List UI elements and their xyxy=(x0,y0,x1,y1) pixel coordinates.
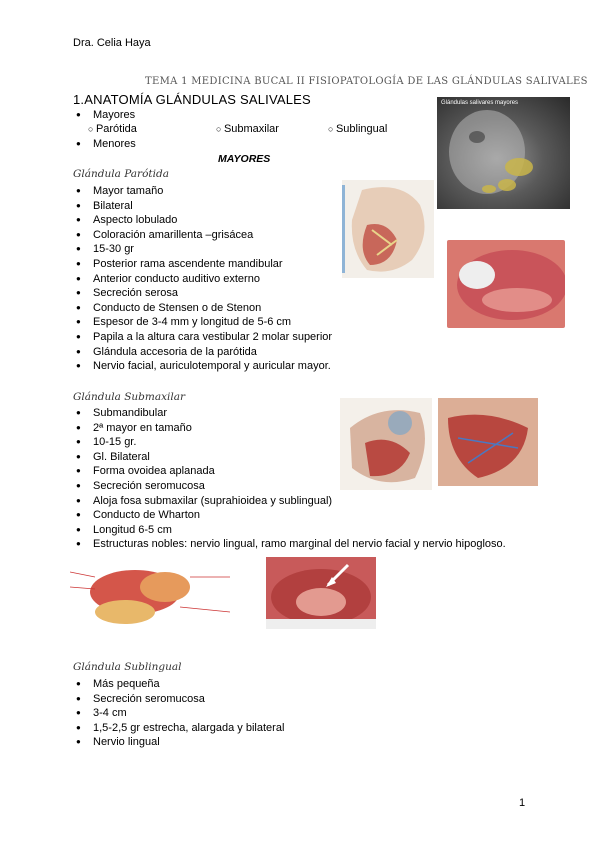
list-item: ● 1,5-2,5 gr estrecha, alargada y bilateral xyxy=(73,721,284,736)
list-item: ● 2ª mayor en tamaño xyxy=(73,421,506,436)
list-item: ● Bilateral xyxy=(73,199,332,214)
list-item: ● Conducto de Stensen o de Stenon xyxy=(73,301,332,316)
list-item: ● Glándula accesoria de la parótida xyxy=(73,345,332,360)
list-item: ● Secreción seromucosa xyxy=(73,692,284,707)
glands-list xyxy=(73,108,135,123)
list-item: ● Espesor de 3-4 mm y longitud de 5-6 cm xyxy=(73,315,332,330)
mouth-floor-illustration xyxy=(266,557,376,629)
sublingual-heading: Glándula Sublingual xyxy=(73,661,182,673)
sublingual-diagram-image xyxy=(70,557,233,643)
section-title: 1.ANATOMÍA GLÁNDULAS SALIVALES xyxy=(73,92,311,107)
list-item-mayores: ● Mayores xyxy=(73,108,135,123)
mouth-floor-image xyxy=(266,557,376,629)
list-item: ● Coloración amarillenta –grisácea xyxy=(73,228,332,243)
list-item: ● Aloja fosa submaxilar (suprahioidea y sublingual) xyxy=(73,494,506,509)
mouth-illustration xyxy=(447,240,565,328)
mayores-heading: MAYORES xyxy=(218,153,271,165)
list-item: ● Aspecto lobulado xyxy=(73,213,332,228)
parotida-list xyxy=(73,184,332,374)
list-item: ● 3-4 cm xyxy=(73,706,284,721)
author-header: Dra. Celia Haya xyxy=(73,37,151,49)
list-item: ● Mayor tamaño xyxy=(73,184,332,199)
submaxillary-dissection-image-1 xyxy=(340,398,432,490)
list-item-menores: ● Menores xyxy=(73,137,136,152)
figure-caption: Glándulas salivares mayores xyxy=(441,100,519,106)
dissection-illustration xyxy=(438,398,538,486)
parotida-heading: Glándula Parótida xyxy=(73,168,169,180)
list-item: ● Estructuras nobles: nervio lingual, ramo marginal del nervio facial y nervio hipogloso. xyxy=(73,537,506,552)
skull-illustration xyxy=(437,97,570,209)
mouth-papilla-image xyxy=(447,240,565,328)
list-item: ● Submandibular xyxy=(73,406,506,421)
list-item: ● Anterior conducto auditivo externo xyxy=(73,272,332,287)
list-item: ● Forma ovoidea aplanada xyxy=(73,464,506,479)
salivary-glands-3d-image xyxy=(437,97,570,209)
topic-title: TEMA 1 MEDICINA BUCAL II FISIOPATOLOGÍA DE LAS GLÁNDULAS SALIVALES xyxy=(145,76,588,87)
list-item: ● Secreción serosa xyxy=(73,286,332,301)
parotid-dissection-image xyxy=(342,180,434,278)
list-item: ● Más pequeña xyxy=(73,677,284,692)
glands-diagram-illustration xyxy=(70,557,233,643)
sub-item-parotida: ○ Parótida xyxy=(88,123,137,135)
list-item: ● Conducto de Wharton xyxy=(73,508,506,523)
list-item: ● 10-15 gr. xyxy=(73,435,506,450)
dissection-illustration xyxy=(340,398,432,490)
list-item: ● Longitud 6-5 cm xyxy=(73,523,506,538)
list-item: ● Nervio facial, auriculotemporal y auricular mayor. xyxy=(73,359,332,374)
list-item: ● 15-30 gr xyxy=(73,242,332,257)
sub-glands-list xyxy=(88,123,428,137)
list-item: ● Gl. Bilateral xyxy=(73,450,506,465)
submaxilar-heading: Glándula Submaxilar xyxy=(73,391,186,403)
list-item: ● Secreción seromucosa xyxy=(73,479,506,494)
list-item: ● Nervio lingual xyxy=(73,735,284,750)
sublingual-list xyxy=(73,677,284,750)
head-dissection-illustration xyxy=(342,180,434,278)
glands-list-2 xyxy=(73,137,136,152)
submaxillary-dissection-image-2 xyxy=(438,398,538,486)
page-number: 1 xyxy=(519,797,526,809)
list-item: ● Papila a la altura cara vestibular 2 molar superior xyxy=(73,330,332,345)
sub-item-sublingual: ○ Sublingual xyxy=(328,123,387,135)
sub-item-submaxilar: ○ Submaxilar xyxy=(216,123,279,135)
list-item: ● Posterior rama ascendente mandibular xyxy=(73,257,332,272)
